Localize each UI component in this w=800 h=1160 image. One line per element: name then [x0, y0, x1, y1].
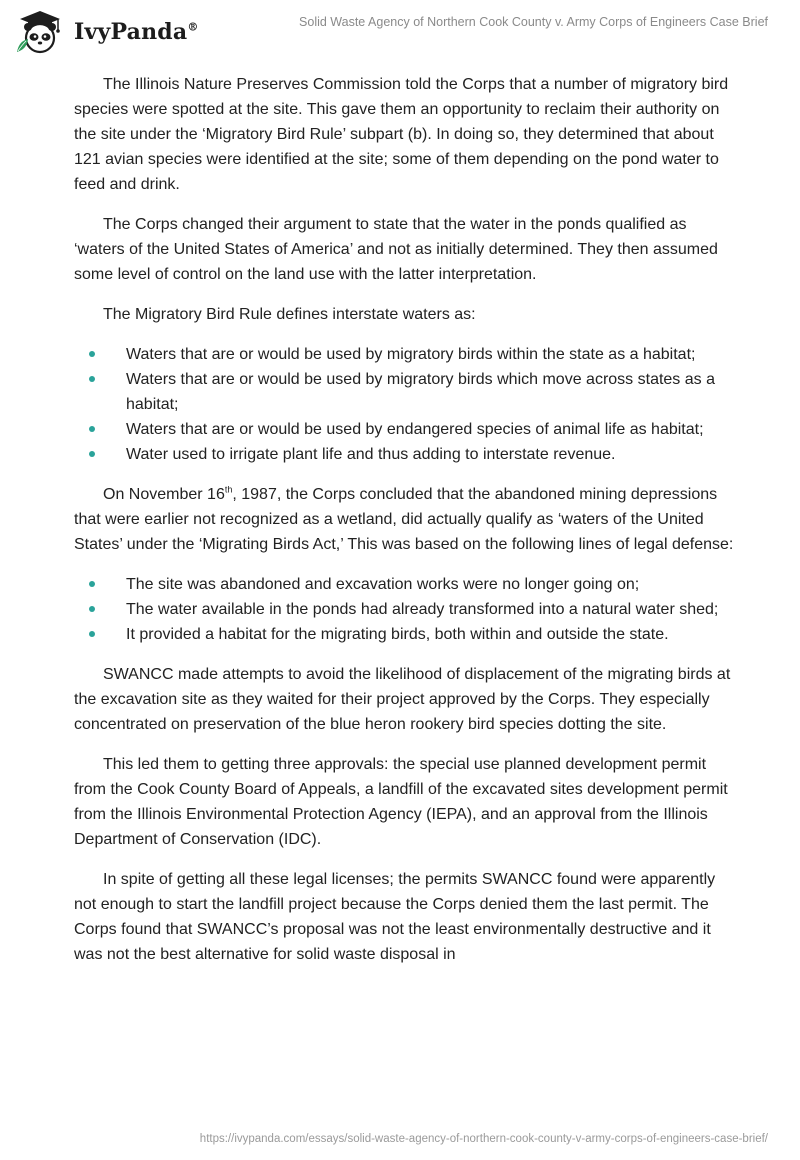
paragraph-2: The Corps changed their argument to state that the water in the ponds qualified as ‘waters of the United States of America’ and not as initially determined. They then assumed some level of control on the land use with the latter interpretation.: [74, 216, 718, 283]
brand-name: [74, 19, 199, 45]
list-item: Waters that are or would be used by migratory birds within the state as a habitat;: [74, 342, 734, 367]
essay-body: [74, 72, 734, 982]
list-item: The water available in the ponds had already transformed into a natural water shed;: [74, 597, 734, 622]
source-url-link[interactable]: https://ivypanda.com/essays/solid-waste-agency-of-northern-cook-county-v-army-corps-of-engineers-case-brief/: [199, 1133, 768, 1145]
legal-defense-list: [74, 572, 734, 647]
document-title: Solid Waste Agency of Northern Cook County v. Army Corps of Engineers Case Brief: [299, 15, 768, 29]
paragraph-4-rest: , 1987, the Corps concluded that the abandoned mining depressions that were earlier not recognized as a wetland, did actually qualify as ‘waters of the United States’ under the ‘Migrating Birds Act,’ This was based on the following lines of legal defense:: [74, 486, 734, 553]
ordinal-suffix: th: [224, 484, 233, 495]
registered-mark: ®: [187, 20, 199, 34]
interstate-waters-list: [74, 342, 734, 467]
paragraph-1: The Illinois Nature Preserves Commission told the Corps that a number of migratory bird species were spotted at the site. This gave them an opportunity to reclaim their authority on the site under the ‘Migratory Bird Rule’ subpart (b). In doing so, they determined that about 121 avian species were identified at the site; some of them depending on the pond water to feed and drink.: [74, 76, 729, 193]
list-item: It provided a habitat for the migrating birds, both within and outside the state.: [74, 622, 734, 647]
paragraph-4-start: On November 16: [103, 486, 225, 503]
paragraph-3: The Migratory Bird Rule defines interstate waters as:: [103, 306, 476, 323]
list-item: Waters that are or would be used by endangered species of animal life as habitat;: [74, 417, 734, 442]
paragraph-4: [74, 482, 734, 557]
list-item: Waters that are or would be used by migratory birds which move across states as a habitat;: [74, 367, 734, 417]
paragraph-5: SWANCC made attempts to avoid the likelihood of displacement of the migrating birds at the excavation site as they waited for their project approved by the Corps. They especially concentrated on preservation of the blue heron rookery bird species dotting the site.: [74, 666, 731, 733]
list-item: The site was abandoned and excavation works were no longer going on;: [74, 572, 734, 597]
ivypanda-logo[interactable]: [14, 8, 199, 56]
brand-text: IvyPanda: [74, 19, 188, 45]
page-header: [0, 0, 800, 60]
paragraph-6: This led them to getting three approvals: the special use planned development permit from the Cook County Board of Appeals, a landfill of the excavated sites development permit from the Illinois Environmental Protection Agency (IEPA), and an approval from the Illinois Department of Conservation (IDC).: [74, 756, 728, 848]
list-item: Water used to irrigate plant life and thus adding to interstate revenue.: [74, 442, 734, 467]
paragraph-7: In spite of getting all these legal licenses; the permits SWANCC found were apparently not enough to start the landfill project because the Corps denied them the last permit. The Corps found that SWANCC’s proposal was not the least environmentally destructive and it was not the best alternative for solid waste disposal in: [74, 871, 716, 963]
panda-graduate-icon: [14, 8, 66, 56]
